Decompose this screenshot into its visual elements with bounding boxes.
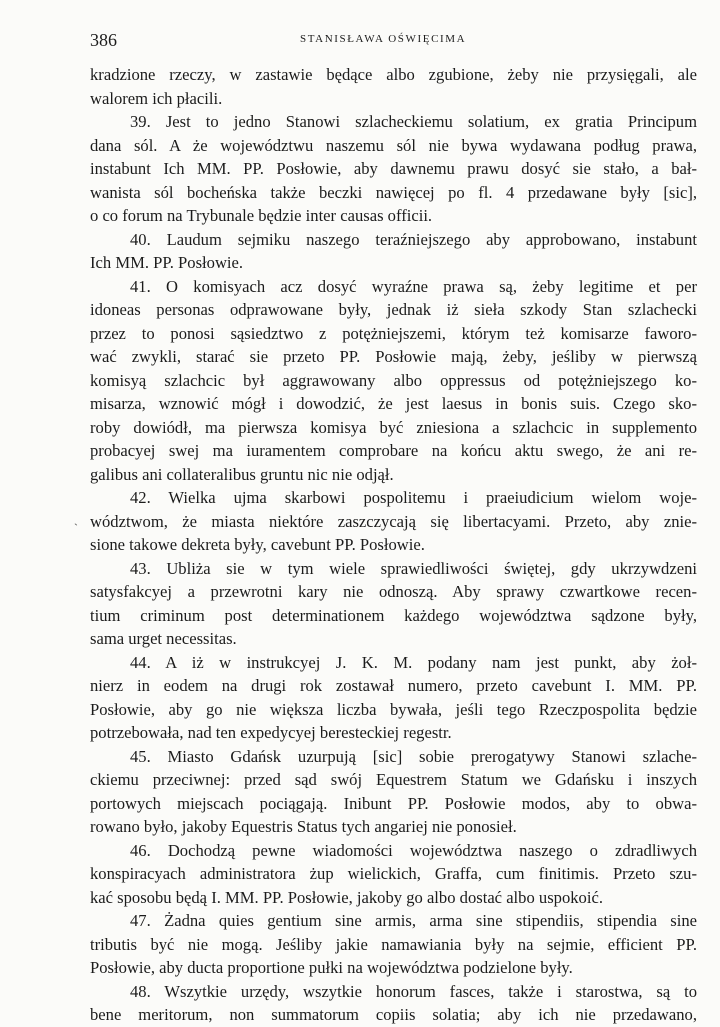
- running-title: STANISŁAWA OŚWIĘCIMA: [300, 33, 467, 45]
- text-line: Posłowie, aby ducta proportione pułki na województwa podzielone były.: [90, 958, 573, 977]
- text-line: satysfakcyej a przewrotni kary nie odnoszą. Aby sprawy czwartkowe recen-: [90, 582, 697, 601]
- text-line: kradzione rzeczy, w zastawie będące albo zgubione, żeby nie przysięgali, ale: [90, 65, 697, 84]
- text-line: 45. Miasto Gdańsk uzurpują [sic] sobie prerogatywy Stanowi szlache-: [130, 746, 697, 766]
- text-line: 39. Jest to jedno Stanowi szlacheckiemu solatium, ex gratia Principum: [130, 112, 697, 131]
- text-line: o co forum na Trybunale będzie inter causas officii.: [90, 206, 433, 225]
- text-line: probacyej swej ma iuramentem comprobare na końcu aktu swego, że ani re-: [90, 441, 697, 460]
- text-line: wać zwykli, starać sie przeto PP. Posłowie mają, żeby, jeśliby w pierwszą: [90, 347, 697, 366]
- text-line: 40. Laudum sejmiku naszego teraźniejszego aby approbowano, instabunt: [130, 229, 697, 249]
- text-line: kać sposobu będą I. MM. PP. Posłowie, jakoby go albo dostać albo uspokoić.: [90, 887, 603, 907]
- text-line: Posłowie, aby go nie większa liczba bywała, jeśli tego Rzeczpospolita będzie: [90, 699, 697, 719]
- text-line: ckiemu przeciwnej: przed sąd swój Equestrem Statum we Gdańsku i inszych: [90, 770, 697, 789]
- text-line: 41. O komisyach acz dosyć wyraźne prawa są, żeby legitime et per: [130, 276, 697, 296]
- page-number: 386: [90, 30, 117, 50]
- text-line: 48. Wszytkie urzędy, wszytkie honorum fasces, także i starostwa, są to: [130, 981, 697, 1001]
- text-line: sione takowe dekreta były, cavebunt PP. Posłowie.: [90, 535, 425, 554]
- text-line: bene meritorum, non summatorum copiis solatia; aby ich nie przedawano,: [90, 1005, 697, 1024]
- text-line: nierz in eodem na drugi rok zostawał numero, przeto cavebunt I. MM. PP.: [90, 676, 697, 695]
- text-line: 42. Wielka ujma skarbowi pospolitemu i praeiudicium wielom woje-: [130, 488, 697, 507]
- text-line: komisyą szlachcic był aggrawowany albo oppressus od potężniejszego ko-: [90, 370, 697, 390]
- text-line: 44. A iż w instrukcyej J. K. M. podany nam jest punkt, aby żoł-: [130, 652, 697, 672]
- text-line: Ich MM. PP. Posłowie.: [90, 253, 244, 272]
- text-line: wanista sól bocheńska także beczki nawięcej po fl. 4 przedawane były [sic],: [90, 182, 697, 202]
- text-line: idoneas personas odprawowane były, jednak iż sieła szkody Stan szlachecki: [90, 300, 697, 319]
- text-line: dana sól. A że województwu naszemu sól nie bywa wydawana podług prawa,: [90, 135, 697, 155]
- text-line: tributis być nie mogą. Jeśliby jakie namawiania były na sejmie, efficient PP.: [90, 934, 697, 954]
- text-line: sama urget necessitas.: [90, 629, 237, 648]
- body-text: [90, 63, 697, 1027]
- text-line: potrzebowała, nad ten expedycyej beresteckiej regestr.: [90, 723, 452, 742]
- running-header: [0, 30, 720, 54]
- text-line: tium criminum post determinationem każdego województwa sądzone były,: [90, 605, 697, 625]
- text-line: portowych miejscach pociągają. Inibunt PP. Posłowie modos, aby to obwa-: [90, 793, 697, 813]
- text-line: 47. Żadna quies gentium sine armis, arma sine stipendiis, stipendia sine: [130, 911, 697, 930]
- text-line: przez to ponosi sąsiedztwo z potężniejszemi, którym też komisarze faworo-: [90, 323, 697, 343]
- text-line: instabunt Ich MM. PP. Posłowie, aby dawnemu prawu dosyć sie stało, a bał-: [90, 159, 697, 178]
- text-line: roby dowiódł, ma pierwsza komisya być zniesiona a szlachcic in supplemento: [90, 417, 697, 437]
- text-line: walorem ich płacili.: [90, 88, 223, 108]
- margin-mark: ˎ: [74, 512, 78, 526]
- text-line: 43. Ubliża sie w tym wiele sprawiedliwości świętej, gdy ukrzywdzeni: [130, 558, 697, 578]
- text-line: rowano było, jakoby Equestris Status tych angariej nie ponosieł.: [90, 817, 517, 836]
- text-line: konspiracyach administratora żup wielickich, Graffa, cum finitimis. Przeto szu-: [90, 864, 697, 883]
- text-line: wództwom, że miasta niektóre zaszczycają się libertacyami. Przeto, aby znie-: [90, 511, 697, 531]
- text-line: 46. Dochodzą pewne wiadomości województwa naszego o zdradliwych: [130, 840, 697, 860]
- text-line: galibus ani collateralibus gruntu nic nie odjął.: [90, 464, 394, 484]
- text-line: misarza, wznowić mógł i dowodzić, że jest laesus in bonis suis. Czego sko-: [90, 394, 697, 413]
